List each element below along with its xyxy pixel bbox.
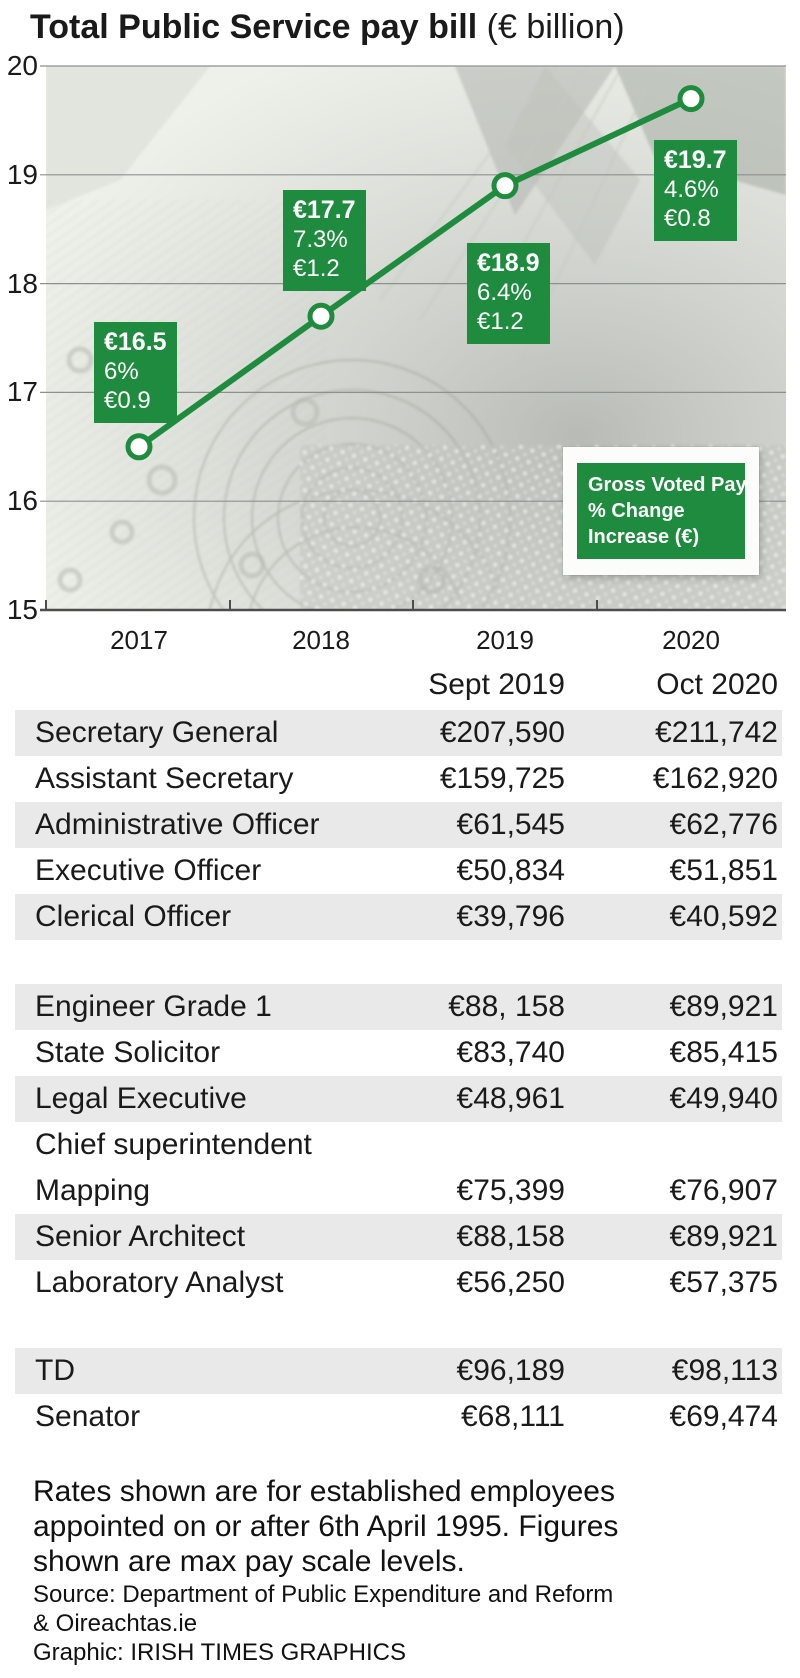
row-label: Secretary General [35, 716, 279, 749]
row-label: Executive Officer [35, 854, 262, 887]
row-value-oct2020: €57,375 [669, 1266, 778, 1299]
row-label: Senior Architect [35, 1220, 246, 1253]
row-value-sept2019: €56,250 [456, 1266, 565, 1299]
table-row [15, 756, 782, 802]
y-tick-17: 17 [6, 376, 38, 407]
point-value: €17.7 [293, 196, 356, 224]
point-value: €18.9 [477, 249, 540, 277]
table-row [15, 1260, 782, 1306]
point-label-2018 [283, 190, 366, 291]
point-pct-change: 7.3% [293, 226, 348, 253]
row-value-sept2019: €159,725 [439, 762, 565, 795]
row-label: Senator [35, 1400, 141, 1433]
legend-box [577, 463, 745, 559]
line-chart [0, 50, 800, 660]
point-value: €19.7 [664, 146, 727, 174]
row-value-sept2019: €68,111 [461, 1400, 565, 1433]
table-row [15, 802, 782, 848]
row-value-oct2020: €89,921 [669, 1220, 778, 1253]
row-value-oct2020: €85,415 [669, 1036, 778, 1069]
point-label-2019 [467, 243, 550, 344]
table-row [15, 710, 782, 756]
point-pct-change: 4.6% [664, 176, 719, 203]
table-row [15, 1122, 782, 1168]
row-value-oct2020: €51,851 [669, 854, 778, 887]
row-value-sept2019: €39,796 [456, 900, 565, 933]
row-label: Engineer Grade 1 [35, 990, 272, 1023]
point-increase: €1.2 [293, 255, 340, 282]
point-label-2020 [654, 140, 737, 241]
point-increase: €0.8 [664, 205, 711, 232]
row-label: State Solicitor [35, 1036, 221, 1069]
row-value-oct2020: €62,776 [669, 808, 778, 841]
row-label: Administrative Officer [35, 808, 320, 841]
row-value-sept2019: €61,545 [456, 808, 565, 841]
source-line: Source: Department of Public Expenditure and Reform [33, 1581, 614, 1608]
row-label: Laboratory Analyst [35, 1266, 284, 1299]
row-value-oct2020: €211,742 [655, 716, 778, 749]
table-row [15, 1214, 782, 1260]
footnote-line: appointed on or after 6th April 1995. Figures [33, 1510, 619, 1543]
row-value-sept2019: €48,961 [456, 1082, 565, 1115]
title-bold: Total Public Service pay bill [30, 8, 478, 46]
table-row [15, 984, 782, 1030]
y-tick-15: 15 [6, 594, 38, 625]
page-title [30, 8, 625, 47]
row-value-oct2020: €76,907 [669, 1174, 778, 1207]
row-value-oct2020: €69,474 [669, 1400, 778, 1433]
y-tick-20: 20 [6, 50, 38, 81]
source-line: Graphic: IRISH TIMES GRAPHICS [33, 1639, 406, 1666]
point-label-2017 [94, 322, 177, 423]
table-row [15, 1168, 782, 1214]
row-label: Chief superintendent [35, 1128, 312, 1161]
row-value-oct2020: €98,113 [671, 1354, 778, 1387]
row-value-oct2020: €89,921 [669, 990, 778, 1023]
table-row [15, 1030, 782, 1076]
source-credit [33, 1580, 613, 1667]
legend-line-3: Increase (€) [588, 526, 700, 548]
table-row [15, 894, 782, 940]
row-value-sept2019: €96,189 [456, 1354, 565, 1387]
row-label: Assistant Secretary [35, 762, 294, 795]
table-row [15, 1394, 782, 1440]
table-row [15, 848, 782, 894]
legend-line-1: Gross Voted Pay [588, 474, 747, 496]
point-increase: €1.2 [477, 308, 524, 335]
y-tick-16: 16 [6, 485, 38, 516]
point-value: €16.5 [104, 328, 167, 356]
row-value-oct2020: €162,920 [652, 762, 778, 795]
chart-legend [563, 447, 759, 575]
row-label: Mapping [35, 1174, 151, 1207]
row-value-sept2019: €50,834 [456, 854, 565, 887]
point-pct-change: 6% [104, 358, 139, 385]
row-value-sept2019: €83,740 [456, 1036, 565, 1069]
row-value-oct2020: €49,940 [669, 1082, 778, 1115]
x-tick-2018: 2018 [292, 625, 350, 655]
point-increase: €0.9 [104, 387, 151, 414]
table-header [15, 664, 782, 706]
column-header-oct-2020: Oct 2020 [656, 668, 778, 701]
row-label: TD [35, 1354, 75, 1387]
row-value-oct2020: €40,592 [669, 900, 778, 933]
y-tick-18: 18 [6, 268, 38, 299]
x-tick-2020: 2020 [662, 625, 720, 655]
x-tick-2017: 2017 [110, 625, 168, 655]
row-label: Clerical Officer [35, 900, 232, 933]
x-tick-2019: 2019 [476, 625, 534, 655]
row-value-sept2019: €207,590 [439, 716, 565, 749]
footnote [33, 1474, 618, 1579]
title-unit-text: (€ billion) [486, 8, 625, 46]
point-pct-change: 6.4% [477, 279, 532, 306]
row-value-sept2019: €88, 158 [448, 990, 565, 1023]
source-line: & Oireachtas.ie [33, 1610, 198, 1637]
row-value-sept2019: €75,399 [456, 1174, 565, 1207]
table-row [15, 1348, 782, 1394]
legend-line-2: % Change [588, 500, 685, 522]
footnote-line: Rates shown are for established employees [33, 1475, 615, 1508]
column-header-sept-2019: Sept 2019 [428, 668, 565, 701]
footnote-line: shown are max pay scale levels. [33, 1545, 465, 1578]
row-label: Legal Executive [35, 1082, 247, 1115]
y-tick-19: 19 [6, 159, 38, 190]
table-row [15, 1076, 782, 1122]
row-value-sept2019: €88,158 [456, 1220, 565, 1253]
